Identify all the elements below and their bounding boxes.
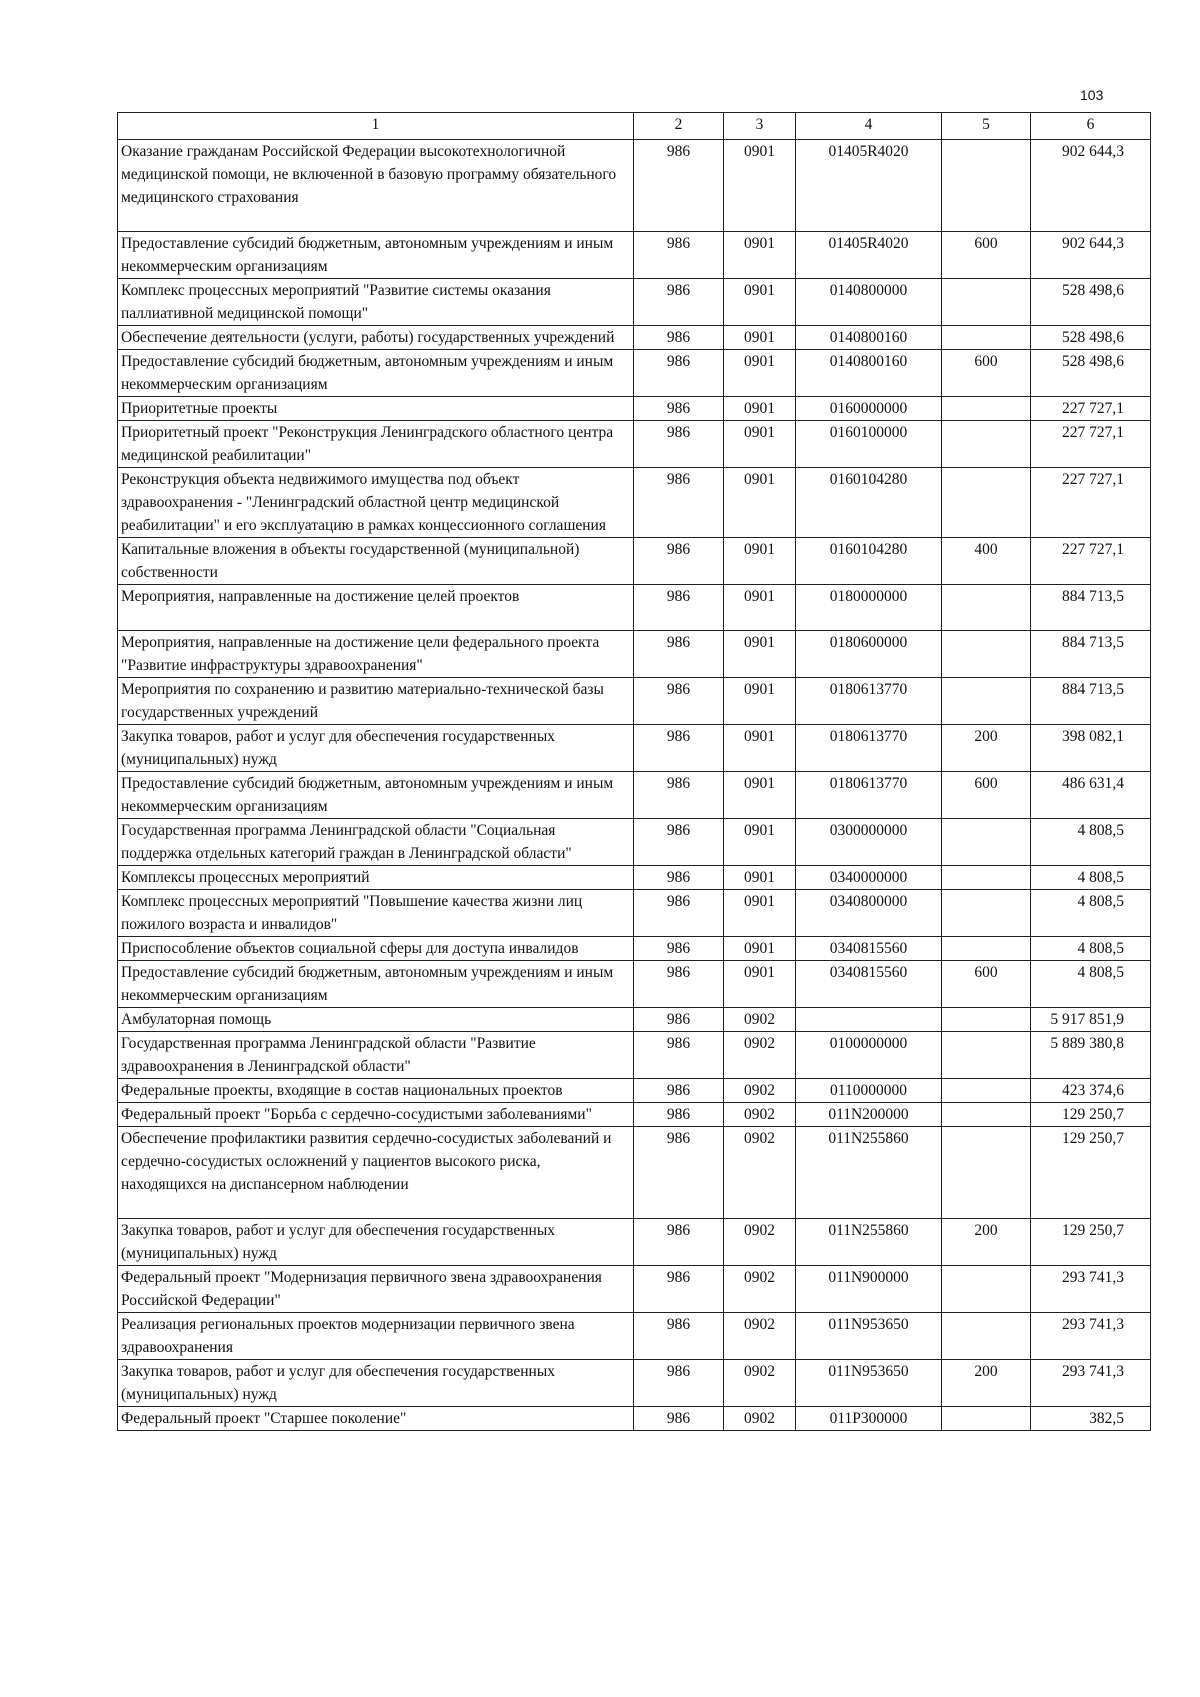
table-row (118, 890, 1151, 937)
column-header: 4 (796, 113, 942, 140)
ministry-code: 986 (634, 1103, 724, 1127)
ministry-code: 986 (634, 1127, 724, 1219)
target-item-code: 011P300000 (796, 1407, 942, 1431)
expense-type-code: 400 (942, 538, 1031, 585)
target-item-code: 0180613770 (796, 772, 942, 819)
ministry-code: 986 (634, 678, 724, 725)
target-item-code: 0160000000 (796, 397, 942, 421)
target-item-code: 0300000000 (796, 819, 942, 866)
ministry-code: 986 (634, 140, 724, 232)
section-code: 0902 (724, 1313, 796, 1360)
amount-value: 227 727,1 (1031, 538, 1151, 585)
amount-value: 293 741,3 (1031, 1266, 1151, 1313)
amount-value: 4 808,5 (1031, 937, 1151, 961)
amount-value: 4 808,5 (1031, 866, 1151, 890)
ministry-code: 986 (634, 279, 724, 326)
amount-value: 4 808,5 (1031, 819, 1151, 866)
row-description: Закупка товаров, работ и услуг для обеспечения государственных (муниципальных) нужд (118, 1360, 634, 1407)
table-row (118, 468, 1151, 538)
target-item-code: 0340815560 (796, 961, 942, 1008)
table-row (118, 819, 1151, 866)
row-description: Федеральный проект "Старшее поколение" (118, 1407, 634, 1431)
ministry-code: 986 (634, 961, 724, 1008)
section-code: 0902 (724, 1360, 796, 1407)
target-item-code: 0160104280 (796, 468, 942, 538)
expense-type-code (942, 937, 1031, 961)
table-row (118, 1103, 1151, 1127)
expense-type-code: 600 (942, 772, 1031, 819)
row-description: Мероприятия по сохранению и развитию материально-технической базы государственных учреждений (118, 678, 634, 725)
expense-type-code (942, 468, 1031, 538)
section-code: 0901 (724, 937, 796, 961)
ministry-code: 986 (634, 232, 724, 279)
target-item-code: 0340815560 (796, 937, 942, 961)
amount-value: 398 082,1 (1031, 725, 1151, 772)
expense-type-code (942, 397, 1031, 421)
expense-type-code (942, 1032, 1031, 1079)
target-item-code: 011N953650 (796, 1313, 942, 1360)
amount-value: 129 250,7 (1031, 1127, 1151, 1219)
section-code: 0902 (724, 1127, 796, 1219)
target-item-code: 0140800160 (796, 326, 942, 350)
table-row (118, 725, 1151, 772)
target-item-code: 0160104280 (796, 538, 942, 585)
section-code: 0902 (724, 1266, 796, 1313)
expense-type-code (942, 1127, 1031, 1219)
section-code: 0901 (724, 538, 796, 585)
target-item-code: 0340800000 (796, 890, 942, 937)
table-row (118, 1360, 1151, 1407)
row-description: Реализация региональных проектов модернизации первичного звена здравоохранения (118, 1313, 634, 1360)
expense-type-code (942, 1008, 1031, 1032)
row-description: Оказание гражданам Российской Федерации высокотехнологичной медицинской помощи, не включенной в базовую программу обязательного медицинского страхования (118, 140, 634, 232)
target-item-code: 01405R4020 (796, 232, 942, 279)
row-description: Закупка товаров, работ и услуг для обеспечения государственных (муниципальных) нужд (118, 725, 634, 772)
amount-value: 486 631,4 (1031, 772, 1151, 819)
target-item-code: 0180600000 (796, 631, 942, 678)
page-number: 103 (1080, 87, 1104, 103)
target-item-code: 0140800160 (796, 350, 942, 397)
table-row (118, 1008, 1151, 1032)
table-row (118, 585, 1151, 631)
table-row (118, 1127, 1151, 1219)
expense-type-code (942, 866, 1031, 890)
section-code: 0901 (724, 866, 796, 890)
row-description: Федеральные проекты, входящие в состав национальных проектов (118, 1079, 634, 1103)
ministry-code: 986 (634, 1407, 724, 1431)
ministry-code: 986 (634, 1032, 724, 1079)
ministry-code: 986 (634, 1266, 724, 1313)
target-item-code: 0180613770 (796, 678, 942, 725)
target-item-code: 011N255860 (796, 1219, 942, 1266)
ministry-code: 986 (634, 1360, 724, 1407)
row-description: Комплексы процессных мероприятий (118, 866, 634, 890)
table-header-row (118, 113, 1151, 140)
row-description: Обеспечение деятельности (услуги, работы) государственных учреждений (118, 326, 634, 350)
row-description: Мероприятия, направленные на достижение целей проектов (118, 585, 634, 631)
amount-value: 423 374,6 (1031, 1079, 1151, 1103)
section-code: 0901 (724, 819, 796, 866)
expense-type-code (942, 678, 1031, 725)
ministry-code: 986 (634, 468, 724, 538)
section-code: 0901 (724, 468, 796, 538)
amount-value: 5 917 851,9 (1031, 1008, 1151, 1032)
amount-value: 293 741,3 (1031, 1360, 1151, 1407)
expense-type-code (942, 421, 1031, 468)
table-row (118, 279, 1151, 326)
amount-value: 902 644,3 (1031, 232, 1151, 279)
section-code: 0902 (724, 1008, 796, 1032)
row-description: Комплекс процессных мероприятий "Повышение качества жизни лиц пожилого возраста и инвалидов" (118, 890, 634, 937)
section-code: 0901 (724, 961, 796, 1008)
section-code: 0901 (724, 678, 796, 725)
expense-type-code (942, 1079, 1031, 1103)
table-row (118, 961, 1151, 1008)
section-code: 0902 (724, 1079, 796, 1103)
target-item-code: 0180613770 (796, 725, 942, 772)
section-code: 0901 (724, 772, 796, 819)
ministry-code: 986 (634, 1008, 724, 1032)
column-header: 1 (118, 113, 634, 140)
amount-value: 884 713,5 (1031, 678, 1151, 725)
section-code: 0901 (724, 279, 796, 326)
target-item-code: 01405R4020 (796, 140, 942, 232)
expense-type-code (942, 819, 1031, 866)
table-row (118, 140, 1151, 232)
ministry-code: 986 (634, 421, 724, 468)
expense-type-code (942, 1266, 1031, 1313)
row-description: Приоритетные проекты (118, 397, 634, 421)
ministry-code: 986 (634, 397, 724, 421)
ministry-code: 986 (634, 1079, 724, 1103)
ministry-code: 986 (634, 937, 724, 961)
table-row (118, 1313, 1151, 1360)
amount-value: 227 727,1 (1031, 397, 1151, 421)
expense-type-code: 200 (942, 1360, 1031, 1407)
target-item-code: 0180000000 (796, 585, 942, 631)
column-header: 3 (724, 113, 796, 140)
amount-value: 129 250,7 (1031, 1219, 1151, 1266)
row-description: Амбулаторная помощь (118, 1008, 634, 1032)
section-code: 0901 (724, 725, 796, 772)
row-description: Государственная программа Ленинградской области "Социальная поддержка отдельных категорий граждан в Ленинградской области" (118, 819, 634, 866)
amount-value: 293 741,3 (1031, 1313, 1151, 1360)
row-description: Государственная программа Ленинградской области "Развитие здравоохранения в Ленинградской области" (118, 1032, 634, 1079)
section-code: 0901 (724, 890, 796, 937)
expense-type-code (942, 140, 1031, 232)
target-item-code: 0110000000 (796, 1079, 942, 1103)
table-row (118, 937, 1151, 961)
column-header: 2 (634, 113, 724, 140)
expense-type-code (942, 585, 1031, 631)
target-item-code: 0100000000 (796, 1032, 942, 1079)
table-row (118, 350, 1151, 397)
section-code: 0902 (724, 1032, 796, 1079)
expense-type-code (942, 631, 1031, 678)
expense-type-code (942, 1103, 1031, 1127)
row-description: Реконструкция объекта недвижимого имущества под объект здравоохранения - "Ленинградский областной центр медицинской реабилитации" и его эксплуатацию в рамках концессионного соглашения (118, 468, 634, 538)
row-description: Капитальные вложения в объекты государственной (муниципальной) собственности (118, 538, 634, 585)
target-item-code: 0160100000 (796, 421, 942, 468)
expense-type-code: 200 (942, 1219, 1031, 1266)
table-row (118, 326, 1151, 350)
expense-type-code: 600 (942, 961, 1031, 1008)
section-code: 0902 (724, 1219, 796, 1266)
expense-type-code: 600 (942, 350, 1031, 397)
section-code: 0901 (724, 397, 796, 421)
table-row (118, 1407, 1151, 1431)
target-item-code: 0140800000 (796, 279, 942, 326)
expense-type-code: 200 (942, 725, 1031, 772)
table-row (118, 631, 1151, 678)
expense-type-code (942, 1407, 1031, 1431)
column-header: 5 (942, 113, 1031, 140)
row-description: Предоставление субсидий бюджетным, автономным учреждениям и иным некоммерческим организациям (118, 232, 634, 279)
ministry-code: 986 (634, 1313, 724, 1360)
row-description: Обеспечение профилактики развития сердечно-сосудистых заболеваний и сердечно-сосудистых осложнений у пациентов высокого риска, находящихся на диспансерном наблюдении (118, 1127, 634, 1219)
table-row (118, 866, 1151, 890)
amount-value: 884 713,5 (1031, 631, 1151, 678)
amount-value: 528 498,6 (1031, 350, 1151, 397)
expense-type-code: 600 (942, 232, 1031, 279)
target-item-code (796, 1008, 942, 1032)
table-row (118, 1219, 1151, 1266)
expense-type-code (942, 326, 1031, 350)
row-description: Приоритетный проект "Реконструкция Ленинградского областного центра медицинской реабилитации" (118, 421, 634, 468)
row-description: Федеральный проект "Модернизация первичного звена здравоохранения Российской Федерации" (118, 1266, 634, 1313)
expense-type-code (942, 279, 1031, 326)
section-code: 0901 (724, 232, 796, 279)
amount-value: 4 808,5 (1031, 890, 1151, 937)
amount-value: 5 889 380,8 (1031, 1032, 1151, 1079)
target-item-code: 011N953650 (796, 1360, 942, 1407)
table-row (118, 538, 1151, 585)
section-code: 0901 (724, 631, 796, 678)
section-code: 0901 (724, 326, 796, 350)
table-row (118, 1266, 1151, 1313)
amount-value: 902 644,3 (1031, 140, 1151, 232)
section-code: 0901 (724, 140, 796, 232)
expense-type-code (942, 1313, 1031, 1360)
row-description: Предоставление субсидий бюджетным, автономным учреждениям и иным некоммерческим организациям (118, 350, 634, 397)
section-code: 0902 (724, 1407, 796, 1431)
ministry-code: 986 (634, 585, 724, 631)
ministry-code: 986 (634, 538, 724, 585)
target-item-code: 011N900000 (796, 1266, 942, 1313)
row-description: Комплекс процессных мероприятий "Развитие системы оказания паллиативной медицинской помощи" (118, 279, 634, 326)
amount-value: 227 727,1 (1031, 468, 1151, 538)
table-row (118, 397, 1151, 421)
row-description: Закупка товаров, работ и услуг для обеспечения государственных (муниципальных) нужд (118, 1219, 634, 1266)
amount-value: 528 498,6 (1031, 279, 1151, 326)
amount-value: 4 808,5 (1031, 961, 1151, 1008)
expense-type-code (942, 890, 1031, 937)
amount-value: 884 713,5 (1031, 585, 1151, 631)
table-row (118, 1079, 1151, 1103)
budget-table-body (118, 113, 1151, 1431)
row-description: Предоставление субсидий бюджетным, автономным учреждениям и иным некоммерческим организациям (118, 961, 634, 1008)
target-item-code: 011N200000 (796, 1103, 942, 1127)
ministry-code: 986 (634, 890, 724, 937)
table-row (118, 421, 1151, 468)
target-item-code: 011N255860 (796, 1127, 942, 1219)
budget-table (117, 112, 1151, 1431)
row-description: Мероприятия, направленные на достижение цели федерального проекта "Развитие инфраструктуры здравоохранения" (118, 631, 634, 678)
section-code: 0901 (724, 350, 796, 397)
ministry-code: 986 (634, 631, 724, 678)
target-item-code: 0340000000 (796, 866, 942, 890)
ministry-code: 986 (634, 819, 724, 866)
ministry-code: 986 (634, 350, 724, 397)
row-description: Приспособление объектов социальной сферы для доступа инвалидов (118, 937, 634, 961)
column-header: 6 (1031, 113, 1151, 140)
ministry-code: 986 (634, 326, 724, 350)
ministry-code: 986 (634, 866, 724, 890)
amount-value: 382,5 (1031, 1407, 1151, 1431)
table-row (118, 772, 1151, 819)
ministry-code: 986 (634, 1219, 724, 1266)
section-code: 0901 (724, 585, 796, 631)
table-row (118, 678, 1151, 725)
amount-value: 528 498,6 (1031, 326, 1151, 350)
amount-value: 227 727,1 (1031, 421, 1151, 468)
section-code: 0902 (724, 1103, 796, 1127)
table-row (118, 1032, 1151, 1079)
ministry-code: 986 (634, 772, 724, 819)
row-description: Предоставление субсидий бюджетным, автономным учреждениям и иным некоммерческим организациям (118, 772, 634, 819)
ministry-code: 986 (634, 725, 724, 772)
amount-value: 129 250,7 (1031, 1103, 1151, 1127)
table-row (118, 232, 1151, 279)
section-code: 0901 (724, 421, 796, 468)
row-description: Федеральный проект "Борьба с сердечно-сосудистыми заболеваниями" (118, 1103, 634, 1127)
